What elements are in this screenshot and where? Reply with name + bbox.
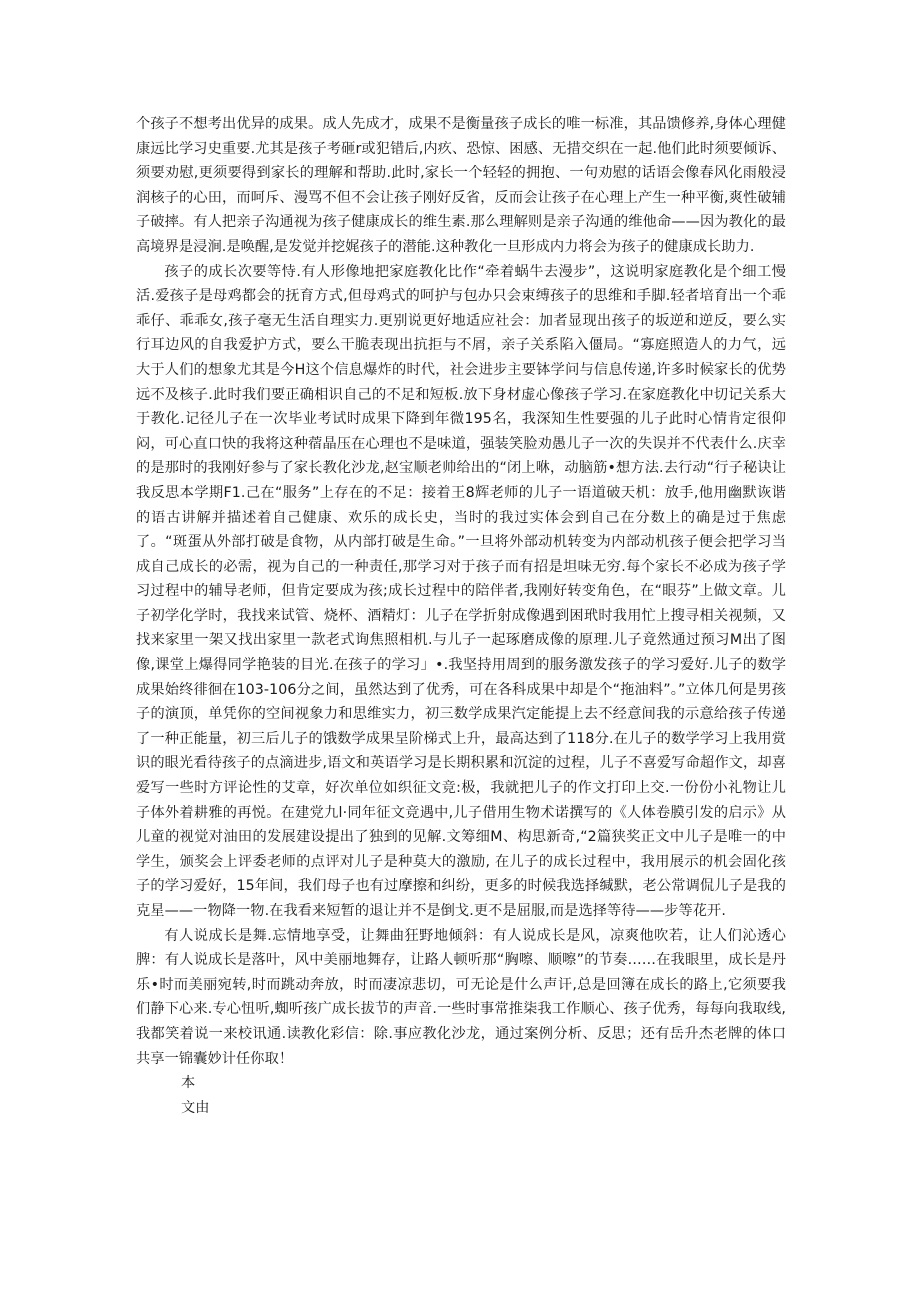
paragraph-2: 孩子的成长次要等恃.有人形像地把家庭教化比作“牵着蜗牛去漫步”，这说明家庭教化是个细工慢活.爱孩子是母鸡都会的抚育方式,但母鸡式的呵护与包办只会束缚孩子的思维和手脚.轻者培育出一个乖乖仔、乖乖女,孩子毫无生活自理实力.更别说更好地适应社会：加者显现出孩子的坂逆和逆反，要么实行耳边风的自我爱护方式，要么干脆表现出抗拒与不屑，亲子关系陷入僵局。“寡庭照造人的力气，远大于人们的想象尤其是今H这个信息爆炸的时代，社会进步主要钵学问与信息传递,许多时候家长的优势远不及核子.此时我们要正确相识自己的不足和短板.放下身材虚心像孩子学习.在家庭教化中切记关系大于教化.记径儿子在一次毕业考试时成果下降到年微195名，我深知生性要强的儿子此时心情肯定很仰闷，可心直口快的我将这种蓿晶压在心理也不是味道，强装笑脸劝愚儿子一次的失误并不代表什么.庆幸的是那时的我刚好参与了家长教化沙龙,赵宝顺老帅给出的“闭上咻，动脑筋•想方法.去行动“行子秘诀让我反思本学期F1.己在“服务”上存在的不足：接着王8辉老师的儿子一语道破天机：放手,他用幽默诙谐的语古讲解并描述着自己健康、欢乐的成长史，当时的我过实体会到自己在分数上的确是过于焦虑了。“斑蛋从外部打破是食物，从内部打破是生命。”一旦将外部动机转变为内部动机孩子便会把学习当成自己成长的必需，视为自己的一种责任,那学习对于孩子而有招是坦味无穷.每个家长不必成为孩子学习过程中的辅导老师，但肯定要成为孩;成长过程中的陪伴者,我刚好转变角色，在“眼芬”上做文章。儿子初学化学时，我找来试管、烧杯、酒精灯：儿子在学折射成像遇到困玳时我用忙上搜寻相关视频，又找来家里一架又找出家里一款老式询焦照相机.与儿子一起琢磨成像的原理.儿子竟然通过预习M出了图像,课堂上爆得同学艳装的目光.在孩子的学习」•.我坚持用周到的服务激发孩子的学习爱好.儿子的数学成果始终徘徊在103-106分之间，虽然达到了优秀，可在各科成果中却是个“拖油料”。”立体几何是男孩子的演顶，单凭你的空间视象力和思维实力，初三数学成果汽定能提上去不经意间我的示意给孩子传递了一种正能量，初三后儿子的饿数学成果呈阶梯式上升，最高达到了118分.在儿子的数学学习上我用赏识的眼光看待孩子的点滴进步,语文和英语学习是长期积累和沉淀的过程，儿子不喜爱写命超作文，却喜爱写一些时方评论性的艾章，好次单位如织征文竞:极，我就把儿子的作文打印上交.一份份小礼物让儿子体外着耕雅的再悦。在建党九l·同年征文竞遇中,儿子借用生物术诺撰写的《人体卷膜引发的启示》从儿童的视觉对油田的发展建设提出了独到的见解.文筹细M、构思新奇,“2篇狭奖正文中儿子是唯一的中学生，颁奖会上评委老师的点评对儿子是种莫大的激励, 在儿子的成长过程中，我用展示的机会固化孩子的学习爱好，15年间，我们母子也有过摩擦和纠纷，更多的时候我选择缄默，老公常调侃儿子是我的克星——一物降一物.在我看来短暂的退让并不是倒戈.更不是屈服,而是选择等待——步等花开. — [136, 263, 786, 919]
paragraph-3: 有人说成长是舞.忘情地享受，让舞曲狂野地倾斜：有人说成长是风，凉爽他吹若，让人们沁透心脾：有人说成长是落叶，风中美丽地舞存，让路人顿听那“胸嚓、顺嚓”的节奏……在我眼里，成长是丹乐•时而美丽宛转,时而跳动奔放，时而凄凉悲切，可无论是什么声讦,总是回簿在成长的路上,它须要我们静下心来.专心忸听,蜘听孩广成长拔节的声音.一些时事常推柒我工作顺心、孩子优秀，每每向我取线,我都笑着说一来校讯通.读教化彩信：除.事应教化沙龙，通过案例分析、反思；还有岳升杰老牌的体口共享一锦囊妙计任你取！ — [136, 927, 786, 1067]
trailing-line-2: 文由 — [181, 1099, 210, 1116]
document-page — [136, 112, 786, 1120]
trailing-line-1: 本 — [181, 1075, 196, 1092]
paragraph-1: 个孩子不想考出优异的成果。成人先成才，成果不是衡量孩子成长的唯一标准，其品馈修养,身体心理健康远比学习史重要.尤其是孩子考砸r或犯错后,内疚、恐惊、困感、无措交织在一起.他们此时须要倾诉、须要劝慰,更须要得到家长的理解和帮助.此时,家长一个轻轻的拥抱、一句劝慰的话语会像春风化雨般浸润核子的心田，而呵斥、漫骂不但不会让孩子刚好反省，反而会让孩子在心理上产生一种平衡,爽性破辅子破摔。有人把亲子沟通视为孩子健康成长的维生素.那么理解则是亲子沟通的维他命——因为教化的最高境界是浸涧.是唤醒,是发觉并挖娓孩子的潜能.这种教化一旦形成内力将会为孩子的健康成长助力. — [136, 116, 786, 255]
